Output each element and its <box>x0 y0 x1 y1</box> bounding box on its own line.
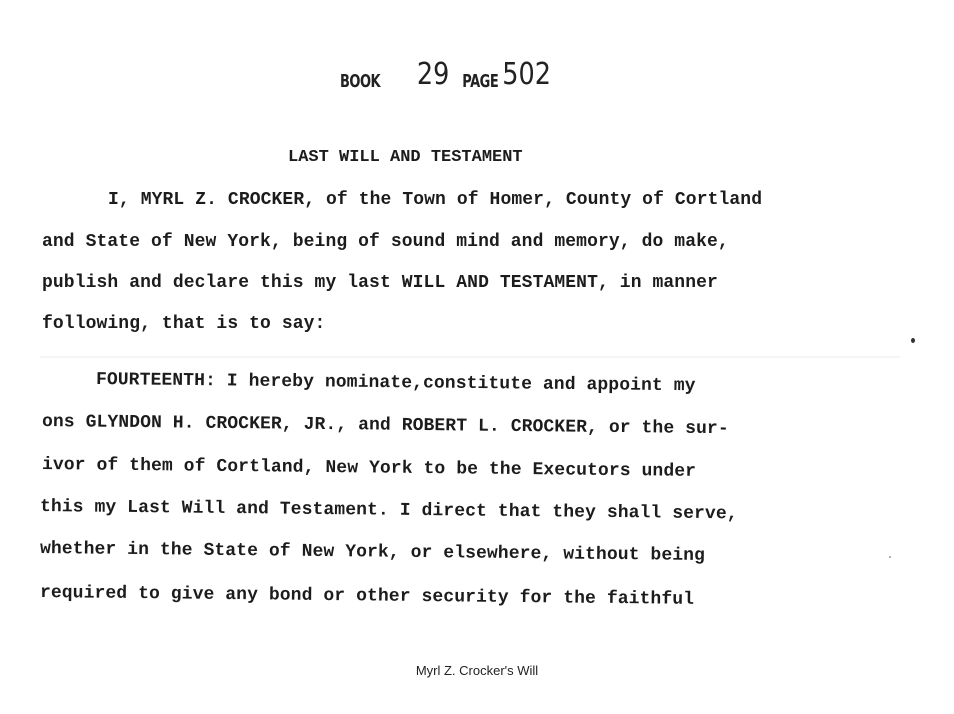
scan-speck <box>889 556 891 558</box>
paragraph1-line: following, that is to say: <box>42 314 326 334</box>
paragraph2-line: ons GLYNDON H. CROCKER, JR., and ROBERT L. CROCKER, or the sur- <box>41 412 729 440</box>
page-number: 502 <box>502 57 552 92</box>
paragraph2-line: this my Last Will and Testament. I direct that they shall serve, <box>39 497 738 525</box>
document-heading: LAST WILL AND TESTAMENT <box>288 148 523 167</box>
scan-speck <box>911 338 915 343</box>
paragraph2-line: FOURTEENTH: I hereby nominate,constitute and appoint my <box>95 370 696 397</box>
scan-smudge <box>40 356 900 358</box>
paragraph2-line: ivor of them of Cortland, New York to be the Executors under <box>41 455 697 482</box>
paragraph1-line: I, MYRL Z. CROCKER, of the Town of Homer, County of Cortland <box>108 190 763 210</box>
paragraph1-line: publish and declare this my last WILL AND TESTAMENT, in manner <box>42 273 718 293</box>
paragraph2-line: whether in the State of New York, or elsewhere, without being <box>39 539 706 566</box>
book-page-stamp <box>340 57 556 93</box>
book-number: 29 <box>416 57 450 92</box>
figure-caption: Myrl Z. Crocker's Will <box>415 663 539 678</box>
book-label: BOOK <box>340 72 381 93</box>
paragraph1-line: and State of New York, being of sound mind and memory, do make, <box>42 232 729 252</box>
page-label: PAGE <box>462 72 499 93</box>
paragraph2-line: required to give any bond or other security for the faithful <box>39 583 695 610</box>
